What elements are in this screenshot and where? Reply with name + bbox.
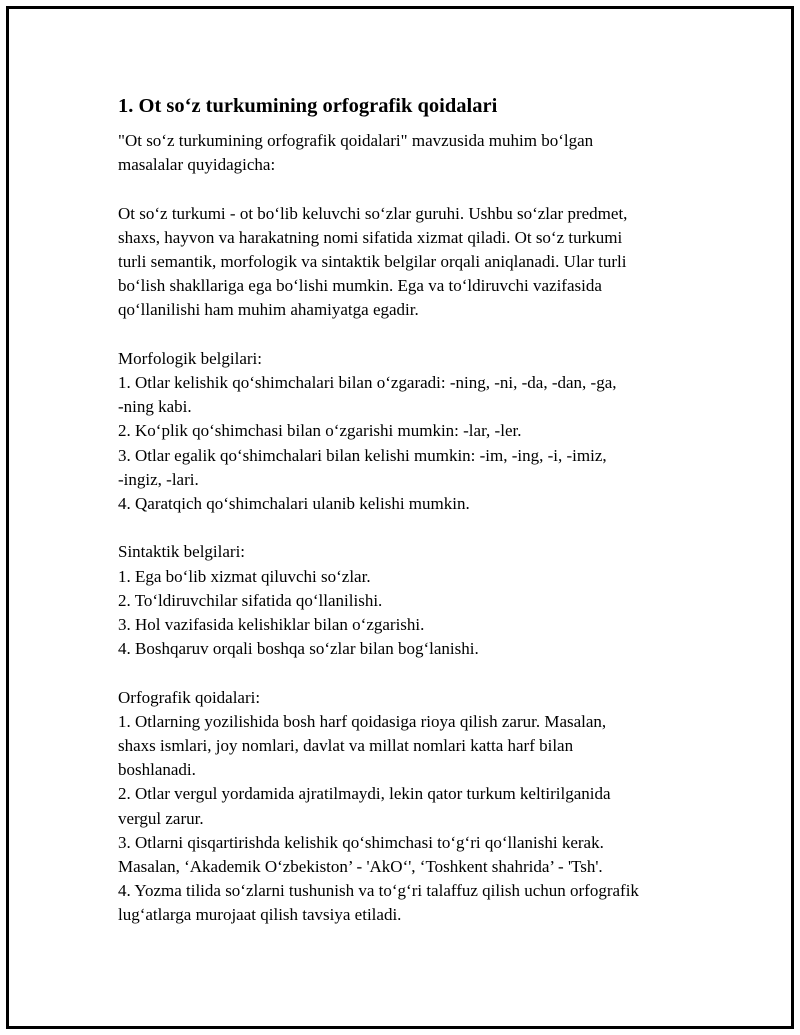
list-item-continuation: -ingiz, -lari. <box>118 469 199 489</box>
section-title: Orfografik qoidalari: <box>118 687 261 707</box>
morphology-section <box>118 347 698 516</box>
syntax-section <box>118 540 698 661</box>
list-item: 2. Ko‘plik qo‘shimchasi bilan o‘zgarishi mumkin: -lar, -ler. <box>118 421 522 441</box>
list-item-continuation: shaxs ismlari, joy nomlari, davlat va millat nomlari katta harf bilan <box>118 736 574 756</box>
text-line: Ot so‘z turkumi - ot bo‘lib keluvchi so‘zlar guruhi. Ushbu so‘zlar predmet, <box>118 203 628 223</box>
list-item: 1. Otlarning yozilishida bosh harf qoidasiga rioya qilish zarur. Masalan, <box>118 711 607 731</box>
orthography-section <box>118 686 698 928</box>
text-line: bo‘lish shakllariga ega bo‘lishi mumkin. Ega va to‘ldiruvchi vazifasida <box>118 276 602 296</box>
text-line: "Ot so‘z turkumining orfografik qoidalari" mavzusida muhim bo‘lgan <box>118 131 594 150</box>
list-item: 4. Qaratqich qo‘shimchalari ulanib kelishi mumkin. <box>118 494 470 514</box>
list-item: 3. Otlar egalik qo‘shimchalari bilan kelishi mumkin: -im, -ing, -i, -imiz, <box>118 445 607 465</box>
list-item: 3. Hol vazifasida kelishiklar bilan o‘zgarishi. <box>118 615 425 635</box>
list-item: 2. To‘ldiruvchilar sifatida qo‘llanilishi. <box>118 590 383 610</box>
list-item: 3. Otlarni qisqartirishda kelishik qo‘shimchasi to‘g‘ri qo‘llanishi kerak. <box>118 832 604 852</box>
text-line: turli semantik, morfologik va sintaktik belgilar orqali aniqlanadi. Ular turli <box>118 252 627 271</box>
list-item: 4. Yozma tilida so‘zlarni tushunish va to‘g‘ri talaffuz qilish uchun orfografik <box>118 881 639 901</box>
text-line: masalalar quyidagicha: <box>118 155 276 175</box>
list-item-continuation: boshlanadi. <box>118 760 196 780</box>
list-item-continuation: Masalan, ‘Akademik O‘zbekiston’ - 'AkO‘', ‘Toshkent shahrida’ - 'Tsh'. <box>118 857 603 877</box>
section-title: Morfologik belgilari: <box>118 348 263 368</box>
list-item: 1. Ega bo‘lib xizmat qiluvchi so‘zlar. <box>118 566 371 586</box>
intro-paragraph <box>118 129 698 177</box>
list-item: 2. Otlar vergul yordamida ajratilmaydi, lekin qator turkum keltirilganida <box>118 784 611 804</box>
list-item-continuation: lug‘atlarga murojaat qilish tavsiya etiladi. <box>118 905 402 925</box>
list-item: 4. Boshqaruv orqali boshqa so‘zlar bilan bog‘lanishi. <box>118 639 479 659</box>
list-item-continuation: -ning kabi. <box>118 397 192 417</box>
definition-paragraph <box>118 202 698 323</box>
text-line: qo‘llanilishi ham muhim ahamiyatga egadir. <box>118 300 419 320</box>
section-title: Sintaktik belgilari: <box>118 542 246 562</box>
text-line: shaxs, hayvon va harakatning nomi sifatida xizmat qiladi. Ot so‘z turkumi <box>118 227 623 247</box>
list-item-continuation: vergul zarur. <box>118 808 204 828</box>
document-heading: 1. Ot so‘z turkumining orfografik qoidalari <box>118 95 498 117</box>
list-item: 1. Otlar kelishik qo‘shimchalari bilan o‘zgaradi: -ning, -ni, -da, -dan, -ga, <box>118 373 617 392</box>
document-body <box>118 92 698 952</box>
